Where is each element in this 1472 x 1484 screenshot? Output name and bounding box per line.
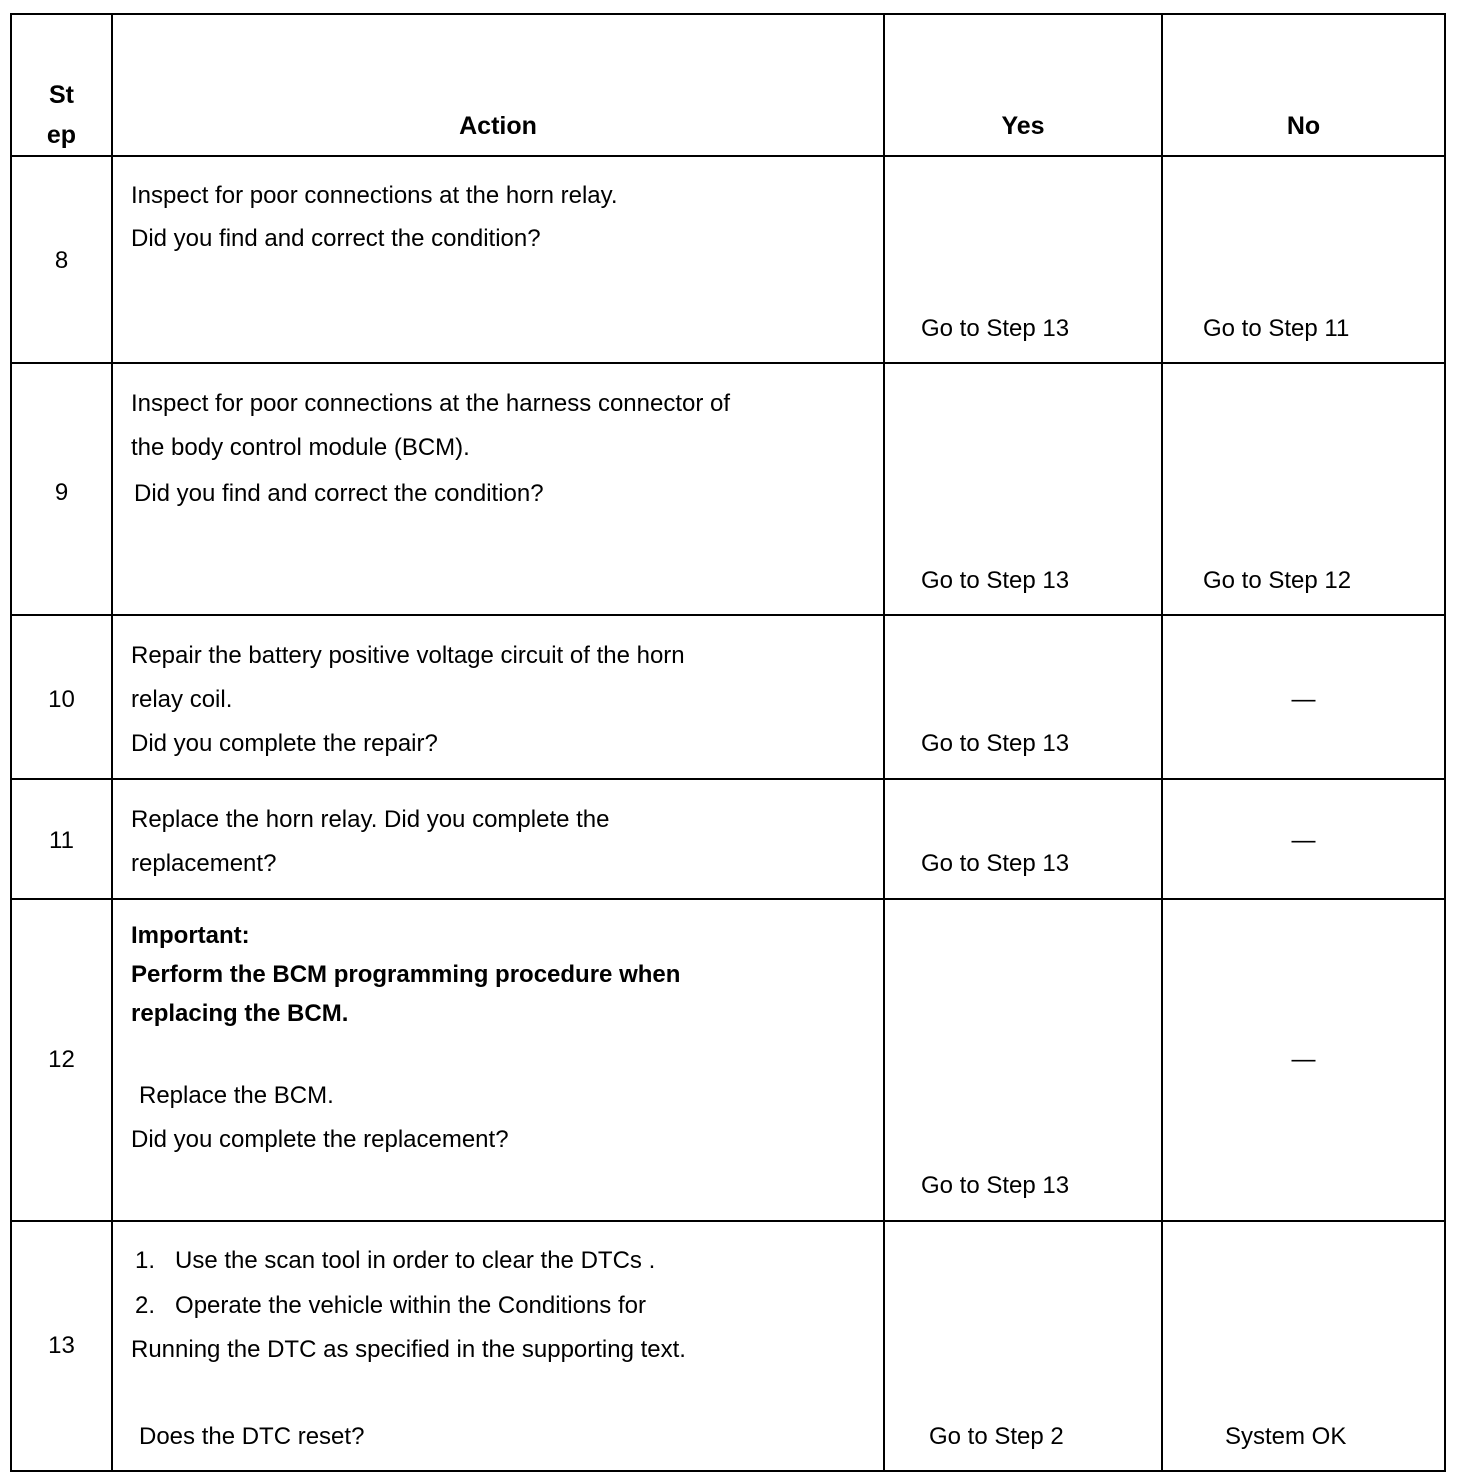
step-cell	[11, 1221, 112, 1471]
header-step-line2: ep	[46, 121, 77, 149]
action-text: Does the DTC reset?	[139, 1423, 365, 1450]
important-text: Perform the BCM programming procedure when	[131, 961, 681, 988]
header-no: No	[1162, 14, 1445, 156]
action-text: Replace the BCM.	[139, 1082, 334, 1109]
action-list-item: 1. Use the scan tool in order to clear the DTCs .	[135, 1247, 656, 1274]
no-cell	[1162, 615, 1445, 779]
step-number: 10	[48, 686, 75, 713]
no-result: Go to Step 11	[1203, 315, 1350, 342]
step-number: 11	[49, 827, 74, 854]
yes-cell	[884, 363, 1162, 615]
no-result: —	[1291, 827, 1316, 854]
header-action: Action	[112, 14, 884, 156]
yes-result: Go to Step 13	[921, 730, 1070, 757]
action-cell	[112, 1221, 884, 1471]
header-yes: Yes	[884, 14, 1162, 156]
action-text: replacement?	[131, 850, 277, 877]
action-cell	[112, 779, 884, 899]
yes-cell	[884, 1221, 1162, 1471]
no-result: —	[1291, 686, 1316, 713]
yes-cell	[884, 156, 1162, 363]
no-cell	[1162, 779, 1445, 899]
no-result: —	[1291, 1046, 1316, 1073]
action-text: Did you complete the repair?	[131, 730, 438, 757]
no-cell	[1162, 1221, 1445, 1471]
action-text: Replace the horn relay. Did you complete the	[131, 806, 610, 833]
action-text: Running the DTC as specified in the supporting text.	[131, 1336, 686, 1363]
step-cell	[11, 615, 112, 779]
step-number: 9	[54, 479, 69, 506]
step-number: 12	[48, 1046, 75, 1073]
diagnostic-table	[10, 13, 1446, 1472]
header-row	[11, 14, 1445, 156]
important-text: replacing the BCM.	[131, 1000, 349, 1027]
action-text: Inspect for poor connections at the harness connector of	[131, 390, 731, 417]
step-cell	[11, 156, 112, 363]
step-number: 8	[54, 247, 69, 274]
action-cell	[112, 363, 884, 615]
yes-result: Go to Step 13	[921, 850, 1070, 877]
yes-result: Go to Step 13	[921, 315, 1070, 342]
no-cell	[1162, 156, 1445, 363]
action-text: the body control module (BCM).	[131, 434, 470, 461]
table-row	[11, 615, 1445, 779]
yes-cell	[884, 615, 1162, 779]
step-cell	[11, 363, 112, 615]
action-list-item: 2. Operate the vehicle within the Conditions for	[135, 1292, 646, 1319]
yes-result: Go to Step 13	[921, 1172, 1070, 1199]
action-cell	[112, 615, 884, 779]
important-heading: Important:	[131, 922, 250, 949]
table-row	[11, 156, 1445, 363]
yes-cell	[884, 779, 1162, 899]
yes-cell	[884, 899, 1162, 1221]
no-cell	[1162, 899, 1445, 1221]
table-row	[11, 363, 1445, 615]
table-row	[11, 1221, 1445, 1471]
header-step	[11, 14, 112, 156]
step-number: 13	[48, 1332, 75, 1359]
table-row	[11, 779, 1445, 899]
action-text: Repair the battery positive voltage circuit of the horn	[131, 642, 685, 669]
action-cell	[112, 899, 884, 1221]
action-cell	[112, 156, 884, 363]
table-row	[11, 899, 1445, 1221]
no-result: Go to Step 12	[1203, 567, 1352, 594]
action-text: Did you complete the replacement?	[131, 1126, 509, 1153]
yes-result: Go to Step 2	[929, 1423, 1064, 1450]
no-cell	[1162, 363, 1445, 615]
action-text: Did you find and correct the condition?	[134, 480, 544, 507]
no-result: System OK	[1225, 1423, 1347, 1450]
header-step-line1: St	[49, 81, 74, 109]
action-text: Inspect for poor connections at the horn relay.	[131, 182, 618, 209]
step-cell	[11, 779, 112, 899]
action-text: Did you find and correct the condition?	[131, 225, 541, 252]
yes-result: Go to Step 13	[921, 567, 1070, 594]
step-cell	[11, 899, 112, 1221]
action-text: relay coil.	[131, 686, 233, 713]
